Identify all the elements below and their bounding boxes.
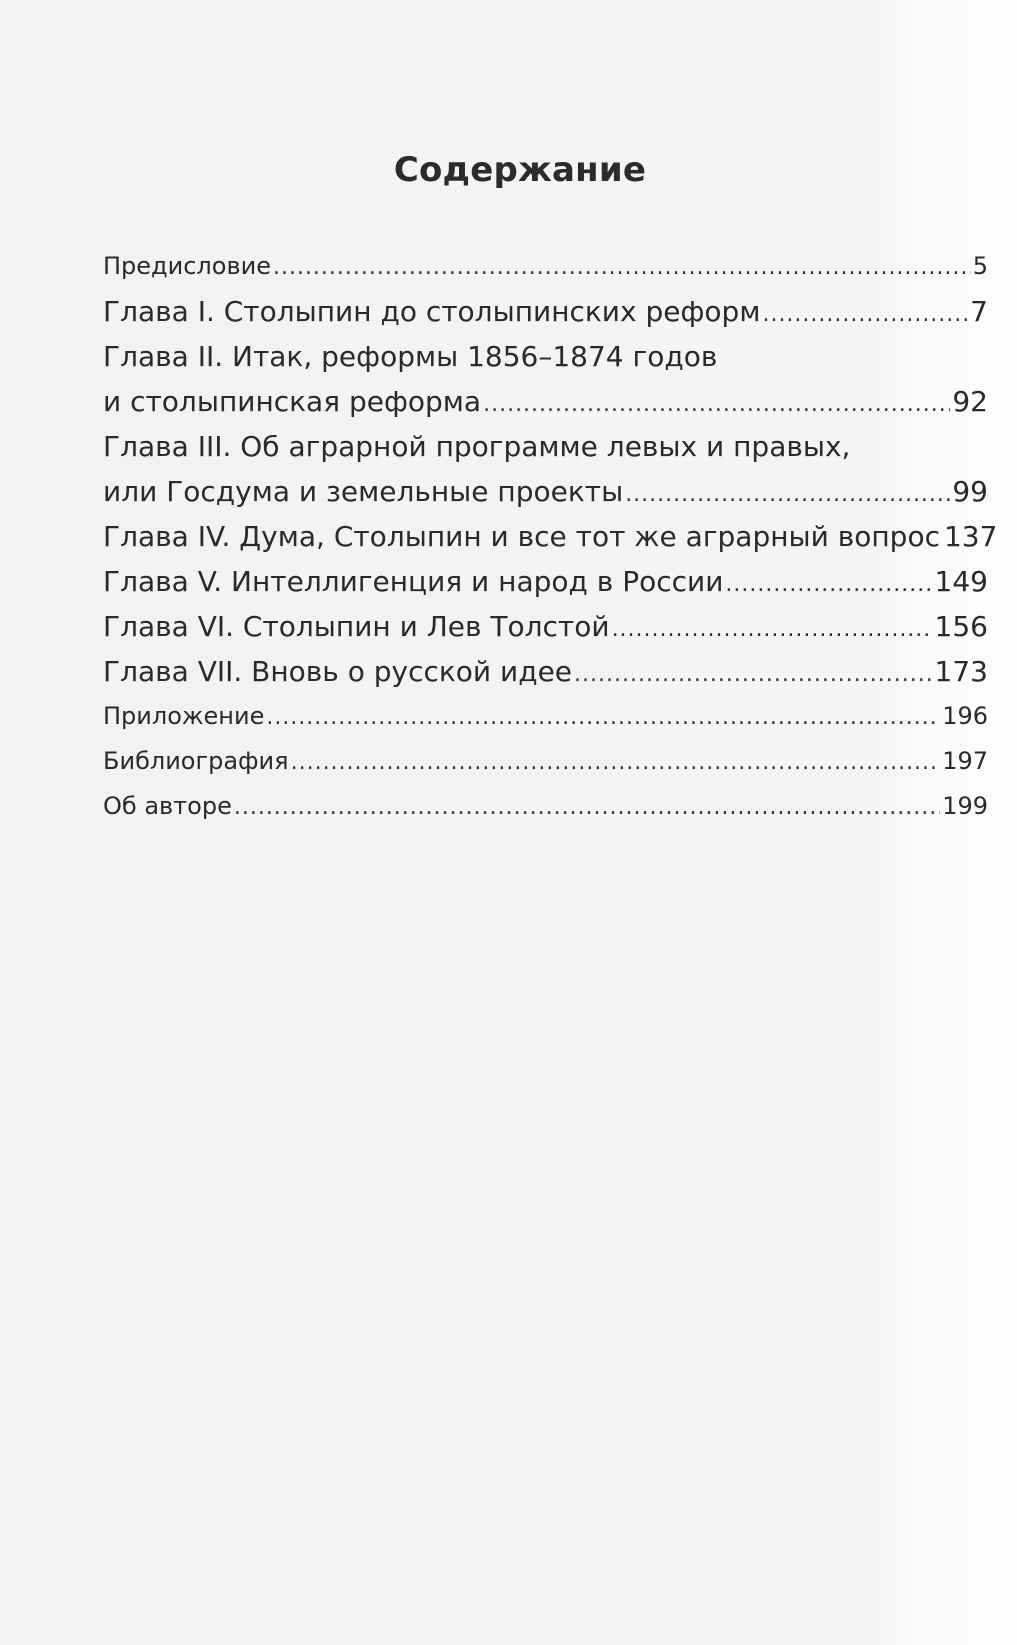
table-of-contents <box>103 244 998 829</box>
toc-entry <box>103 604 988 649</box>
leader-dots <box>762 292 968 337</box>
toc-page-number: 197 <box>942 747 988 775</box>
toc-entry-label: Об авторе <box>103 792 232 820</box>
toc-entry <box>103 514 998 559</box>
leader-dots <box>266 695 940 740</box>
toc-page-number: 92 <box>952 385 988 418</box>
toc-entry-label-line1: Глава II. Итак, реформы 1856–1874 годов <box>103 340 718 373</box>
page-title: Содержание <box>393 150 647 190</box>
toc-entry-label: Глава V. Интеллигенция и народ в России <box>103 565 724 598</box>
leader-dots <box>273 245 971 290</box>
toc-entry <box>103 469 988 514</box>
toc-page-number: 5 <box>972 252 988 280</box>
toc-page-number: 173 <box>934 655 988 688</box>
toc-entry-label: или Госдума и земельные проекты <box>103 475 624 508</box>
toc-entry <box>103 559 988 604</box>
toc-entry <box>103 739 988 784</box>
toc-page-number: 196 <box>942 702 988 730</box>
toc-entry-label: Глава I. Столыпин до столыпинских реформ <box>103 295 761 328</box>
toc-entry-label: Глава VI. Столыпин и Лев Толстой <box>103 610 610 643</box>
toc-page-number: 199 <box>942 792 988 820</box>
toc-entry-label: и столыпинская реформа <box>103 385 482 418</box>
toc-entry-label-line1: Глава III. Об аграрной программе левых и правых, <box>103 430 851 463</box>
toc-entry-label: Библиография <box>103 747 289 775</box>
leader-dots <box>483 382 950 427</box>
toc-entry-label: Глава VII. Вновь о русской идее <box>103 655 573 688</box>
toc-entry <box>103 379 988 424</box>
toc-page-number: 149 <box>934 565 988 598</box>
toc-page-number: 99 <box>952 475 988 508</box>
toc-entry-label: Глава IV. Дума, Столыпин и все тот же аграрный вопрос <box>103 520 940 553</box>
leader-dots <box>725 562 932 607</box>
toc-entry <box>103 694 988 739</box>
toc-page-number: 137 <box>943 520 998 553</box>
leader-dots <box>234 785 940 830</box>
toc-entry-label: Предисловие <box>103 252 271 280</box>
leader-dots <box>625 472 950 517</box>
toc-entry-label: Приложение <box>103 702 265 730</box>
toc-entry <box>103 289 988 334</box>
leader-dots <box>291 740 941 785</box>
toc-entry <box>103 244 988 289</box>
toc-page-number: 7 <box>970 295 988 328</box>
toc-page-number: 156 <box>934 610 988 643</box>
toc-entry <box>103 784 988 829</box>
leader-dots <box>612 607 933 652</box>
leader-dots <box>574 652 933 697</box>
toc-entry <box>103 649 988 694</box>
